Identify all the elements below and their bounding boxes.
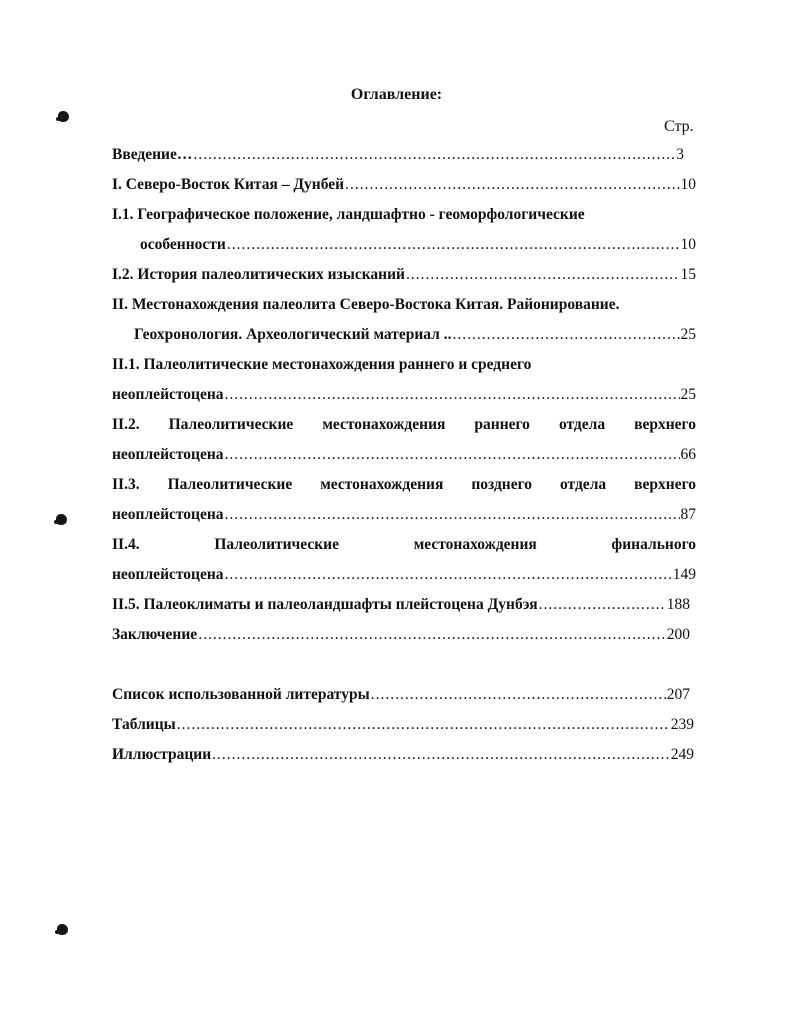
toc-page-number: 239	[670, 716, 694, 733]
toc-page-number: 249	[670, 746, 694, 763]
toc-entry-chapter-1	[112, 175, 696, 195]
leader-dots	[177, 715, 670, 735]
toc-entry-section-1-1	[112, 205, 696, 225]
toc-entry-text: Таблицы	[112, 716, 176, 733]
toc-entry-illustrations	[112, 745, 694, 765]
toc-entry-introduction	[112, 145, 696, 165]
leader-dots	[225, 565, 672, 585]
toc-entry-text: I. Северо-Восток Китая – Дунбей	[112, 176, 345, 193]
page-title: Оглавление:	[350, 86, 443, 103]
toc-entry-text: II.1. Палеолитические местонахождения раннего и среднего	[112, 356, 532, 373]
toc-page-number: 25	[680, 326, 696, 343]
toc-entry-word: Палеолитические	[214, 536, 339, 553]
leader-dots	[345, 175, 679, 195]
toc-entry-section-2-3	[112, 475, 696, 495]
toc-page-number: 188	[666, 596, 690, 613]
toc-page-number: 10	[680, 176, 696, 193]
ink-blot-mark	[58, 111, 69, 122]
toc-entry-text: II. Местонахождения палеолита Северо-Востока Китая. Районирование.	[112, 296, 620, 313]
toc-page-number: 149	[672, 566, 696, 583]
leader-dots	[406, 265, 680, 285]
toc-entry-word: верхнего	[634, 476, 696, 493]
toc-entry-text: I.1. Географическое положение, ландшафтно - геоморфологические	[112, 206, 585, 223]
toc-entry-section-2-1-cont	[112, 385, 696, 405]
leader-dots	[539, 595, 666, 615]
ink-blot-mark	[57, 924, 68, 935]
toc-entry-continuation: особенности	[140, 236, 226, 253]
toc-entry-tables	[112, 715, 694, 735]
toc-entry-section-2-4	[112, 535, 696, 555]
toc-entry-section-2-2	[112, 415, 696, 435]
toc-entry-word: местонахождения	[413, 536, 537, 553]
toc-page-number: 66	[680, 446, 696, 463]
toc-entry-section-2-2-cont	[112, 445, 696, 465]
toc-entry-text: Введение…	[112, 146, 193, 163]
leader-dots	[198, 625, 666, 645]
toc-entry-conclusion	[112, 625, 690, 645]
toc-entry-word: местонахождения	[322, 416, 446, 433]
leader-dots	[212, 745, 670, 765]
toc-entry-word: отдела	[560, 476, 607, 493]
toc-entry-word: финального	[611, 536, 696, 553]
toc-page-number: 87	[680, 506, 696, 523]
leader-dots	[225, 445, 680, 465]
toc-entry-section-2-5	[112, 595, 690, 615]
toc-entry-continuation: неоплейстоцена	[112, 446, 224, 463]
toc-entry-bibliography	[112, 685, 690, 705]
toc-entry-continuation: неоплейстоцена	[112, 566, 224, 583]
toc-entry-word: Палеолитические	[167, 476, 293, 493]
toc-entry-section-2-1	[112, 355, 696, 375]
toc-entry-word: верхнего	[634, 416, 696, 433]
toc-page-number: 207	[666, 686, 690, 703]
toc-entry-word: раннего	[474, 416, 530, 433]
toc-entry-word: позднего	[471, 476, 533, 493]
toc-entry-word: местонахождения	[320, 476, 444, 493]
toc-entry-text: Иллюстрации	[112, 746, 212, 763]
toc-entry-word: II.3.	[112, 476, 140, 493]
toc-entry-continuation: неоплейстоцена	[112, 506, 224, 523]
toc-entry-chapter-2-cont	[134, 325, 696, 345]
leader-dots	[371, 685, 666, 705]
toc-entry-continuation: Геохронология. Археологический материал ..	[134, 326, 452, 343]
toc-entry-section-1-1-cont	[140, 235, 696, 255]
toc-page-number: 25	[680, 386, 696, 403]
toc-page-number: 15	[680, 266, 696, 283]
page-column-label: Стр.	[664, 118, 694, 135]
leader-dots	[225, 505, 680, 525]
ink-blot-mark	[56, 514, 67, 525]
toc-entry-text: II.5. Палеоклиматы и палеоландшафты плейстоцена Дунбэя	[112, 596, 538, 613]
leader-dots	[453, 325, 680, 345]
toc-entry-chapter-2	[112, 295, 696, 315]
toc-page-number: 10	[680, 236, 696, 253]
toc-entry-continuation: неоплейстоцена	[112, 386, 224, 403]
leader-dots	[225, 385, 680, 405]
toc-entry-section-2-3-cont	[112, 505, 696, 525]
toc-entry-section-1-2	[112, 265, 696, 285]
toc-entry-text: Список использованной литературы	[112, 686, 370, 703]
toc-entry-text: I.2. История палеолитических изысканий	[112, 266, 405, 283]
toc-page-number: 3	[676, 146, 684, 163]
toc-entry-word: отдела	[558, 416, 606, 433]
leader-dots	[193, 145, 675, 165]
toc-entry-word: II.4.	[112, 536, 140, 553]
leader-dots	[227, 235, 680, 255]
toc-entry-word: Палеолитические	[168, 416, 294, 433]
toc-entry-text: Заключение	[112, 626, 198, 643]
toc-page-number: 200	[666, 626, 690, 643]
toc-entry-section-2-4-cont	[112, 565, 696, 585]
toc-entry-word: II.2.	[112, 416, 140, 433]
